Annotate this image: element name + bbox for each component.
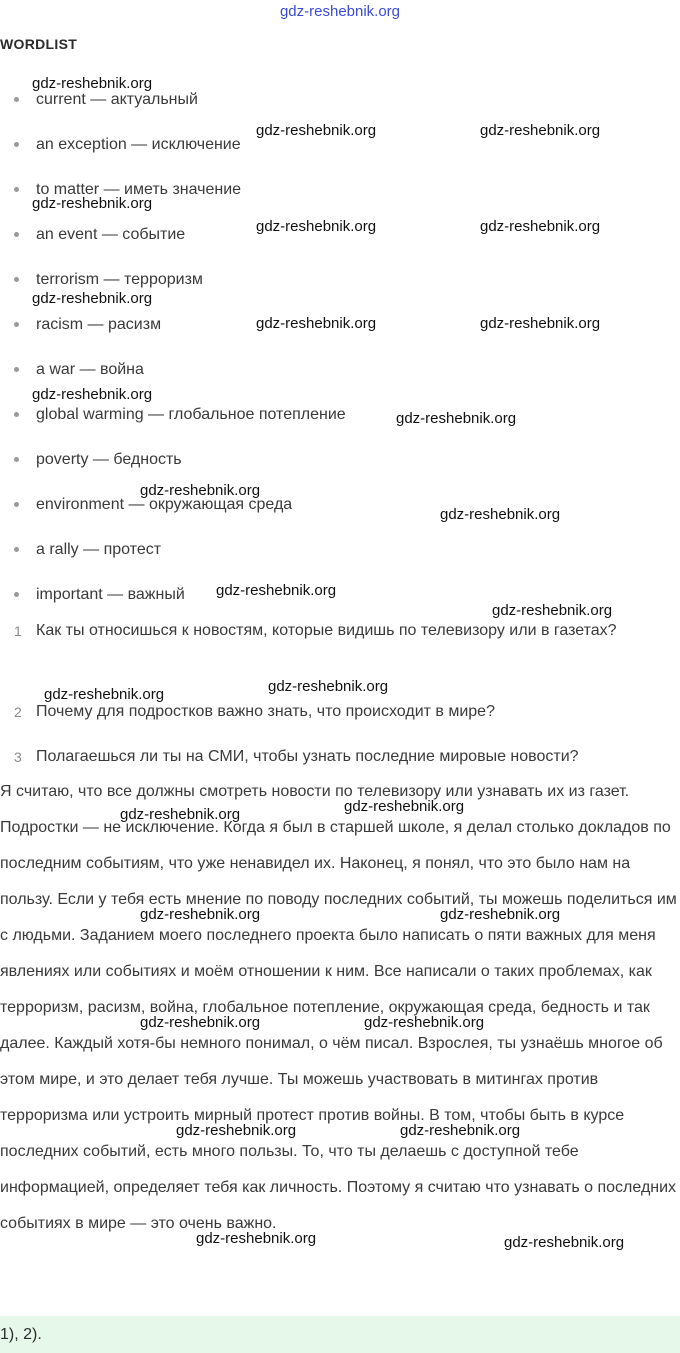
wordlist-item-text: an event — событие bbox=[36, 226, 186, 243]
watermark: gdz-reshebnik.org bbox=[256, 122, 377, 139]
wordlist-item-text: environment — окружающая среда bbox=[36, 496, 293, 513]
wordlist-item-text: an exception — исключение bbox=[36, 136, 241, 153]
watermark: gdz-reshebnik.org bbox=[196, 1230, 317, 1247]
watermark: gdz-reshebnik.org bbox=[440, 906, 561, 923]
bullet-icon bbox=[14, 457, 19, 462]
wordlist-item bbox=[14, 493, 292, 517]
wordlist-item-text: racism — расизм bbox=[36, 316, 162, 333]
bullet-icon bbox=[14, 592, 19, 597]
watermark: gdz-reshebnik.org bbox=[140, 906, 261, 923]
wordlist-item-text: global warming — глобальное потепление bbox=[36, 406, 346, 423]
watermark: gdz-reshebnik.org bbox=[32, 195, 153, 212]
watermark: gdz-reshebnik.org bbox=[120, 806, 241, 823]
watermark: gdz-reshebnik.org bbox=[480, 218, 601, 235]
bullet-icon bbox=[14, 412, 19, 417]
watermark: gdz-reshebnik.org bbox=[492, 602, 613, 619]
wordlist-item bbox=[14, 268, 203, 292]
watermark: gdz-reshebnik.org bbox=[176, 1122, 297, 1139]
bullet-icon bbox=[14, 232, 19, 237]
watermark: gdz-reshebnik.org bbox=[440, 506, 561, 523]
bullet-icon bbox=[14, 367, 19, 372]
wordlist-item-text: a rally — протест bbox=[36, 541, 162, 558]
question-item bbox=[14, 739, 664, 775]
bullet-icon bbox=[14, 277, 19, 282]
site-header-link[interactable]: gdz-reshebnik.org bbox=[279, 3, 401, 20]
question-number: 2 bbox=[14, 704, 22, 720]
wordlist-item-text: a war — война bbox=[36, 361, 144, 378]
question-item bbox=[14, 613, 664, 685]
wordlist-item bbox=[14, 403, 346, 427]
wordlist-heading: WORDLIST bbox=[0, 36, 78, 52]
question-text: Полагаешься ли ты на СМИ, чтобы узнать последние мировые новости? bbox=[36, 748, 579, 765]
watermark: gdz-reshebnik.org bbox=[140, 482, 261, 499]
watermark: gdz-reshebnik.org bbox=[256, 218, 377, 235]
answer-footer: 1), 2). bbox=[0, 1316, 680, 1353]
wordlist-item-text: current — актуальный bbox=[36, 91, 198, 108]
wordlist-item bbox=[14, 223, 185, 247]
watermark: gdz-reshebnik.org bbox=[268, 678, 389, 695]
wordlist-item-text: important — важный bbox=[36, 586, 185, 603]
watermark: gdz-reshebnik.org bbox=[140, 1014, 261, 1031]
question-text: Как ты относишься к новостям, которые видишь по телевизору или в газетах? bbox=[36, 622, 617, 639]
wordlist-item bbox=[14, 178, 241, 202]
bullet-icon bbox=[14, 547, 19, 552]
bullet-icon bbox=[14, 97, 19, 102]
wordlist-item bbox=[14, 538, 161, 562]
bullet-icon bbox=[14, 322, 19, 327]
watermark: gdz-reshebnik.org bbox=[216, 582, 337, 599]
wordlist-item bbox=[14, 88, 198, 112]
wordlist-item bbox=[14, 133, 241, 157]
wordlist-item bbox=[14, 313, 161, 337]
answer-paragraph: Я считаю, что все должны смотреть новости по телевизору или узнавать их из газет. Подростки — не исключение. Когда я был в старшей школе, я делал столько докладов по последним событиям, что уже ненавидел их. Наконец, я понял, что это было нам на пользу. Если у тебя есть мнение по поводу последних событий, ты можешь поделиться им с людьми. Заданием моего последнего проекта было написать о пяти важных для меня явлениях или событиях и моём отношении к ним. Все написали о таких проблемах, как терроризм, расизм, война, глобальное потепление, окружающая среда, бедность и так далее. Каждый хотя-бы немного понимал, о чём писал. Взрослея, ты узнаёшь многое об этом мире, и это делает тебя лучше. Ты можешь участвовать в митингах против терроризма или устроить мирный протест против войны. В том, чтобы быть в курсе последних событий, есть много пользы. То, что ты делаешь с доступной тебе информацией, определяет тебя как личность. Поэтому я считаю что узнавать о последних событиях в мире — это очень важно. bbox=[0, 783, 677, 1232]
wordlist-item bbox=[14, 358, 144, 382]
wordlist-item-text: to matter — иметь значение bbox=[36, 181, 242, 198]
watermark: gdz-reshebnik.org bbox=[256, 315, 377, 332]
watermark: gdz-reshebnik.org bbox=[480, 122, 601, 139]
question-text: Почему для подростков важно знать, что происходит в мире? bbox=[36, 703, 495, 720]
watermark: gdz-reshebnik.org bbox=[344, 798, 465, 815]
watermark: gdz-reshebnik.org bbox=[396, 410, 517, 427]
watermark: gdz-reshebnik.org bbox=[364, 1014, 485, 1031]
watermark: gdz-reshebnik.org bbox=[400, 1122, 521, 1139]
question-number: 3 bbox=[14, 749, 22, 765]
watermark: gdz-reshebnik.org bbox=[32, 290, 153, 307]
watermark: gdz-reshebnik.org bbox=[480, 315, 601, 332]
question-item bbox=[14, 694, 664, 730]
wordlist-item bbox=[14, 448, 182, 472]
bullet-icon bbox=[14, 142, 19, 147]
watermark: gdz-reshebnik.org bbox=[32, 75, 153, 92]
watermark: gdz-reshebnik.org bbox=[32, 386, 153, 403]
watermark: gdz-reshebnik.org bbox=[504, 1234, 625, 1251]
wordlist-item-text: terrorism — терроризм bbox=[36, 271, 203, 288]
watermark: gdz-reshebnik.org bbox=[44, 686, 165, 703]
wordlist-item bbox=[14, 583, 185, 607]
bullet-icon bbox=[14, 187, 19, 192]
bullet-icon bbox=[14, 502, 19, 507]
wordlist-item-text: poverty — бедность bbox=[36, 451, 182, 468]
question-number: 1 bbox=[14, 623, 22, 639]
